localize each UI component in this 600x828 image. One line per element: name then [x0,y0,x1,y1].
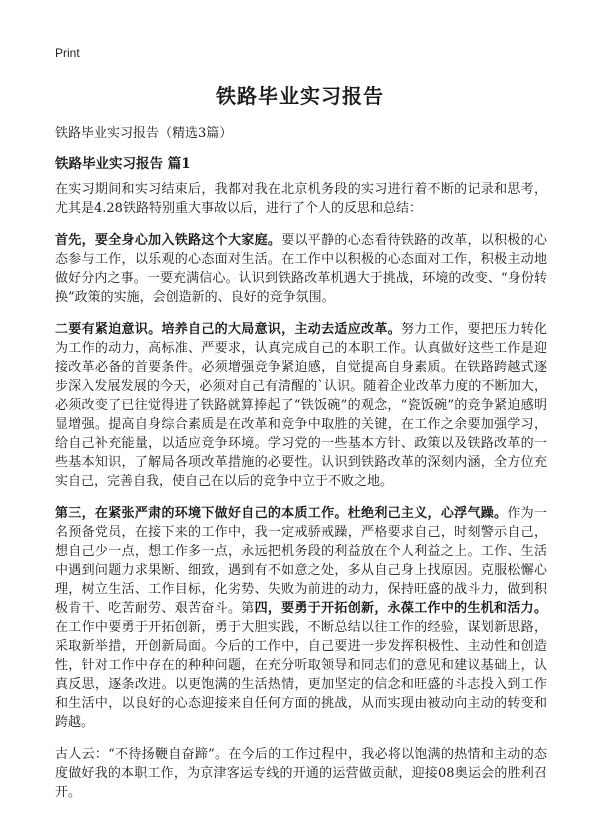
paragraph-lead: 首先，要全身心加入铁路这个大家庭。 [55,233,282,248]
print-link[interactable]: Print [55,46,80,60]
paragraph-third-point [55,504,547,732]
paragraph-second-point [55,320,547,491]
paragraph-text: 第 [241,601,255,616]
paragraph-first-point [55,231,547,307]
paragraph-lead: 第三，在紧张严肃的环境下做好自己的本质工作。杜绝利己主义，心浮气躁。 [55,506,508,521]
section-heading: 铁路毕业实习报告 篇1 [55,156,191,172]
document-subtitle: 铁路毕业实习报告（精选3篇） [55,126,233,141]
paragraph-lead: 四，要勇于开拓创新，永葆工作中的生机和活力。 [254,601,547,616]
paragraph-closing: 古人云：“不待扬鞭自奋蹄”。在今后的工作过程中，我必将以饱满的热情和主动的态度做好我的本职工作，为京津客运专线的开通的运营做贡献，迎接08奥运会的胜利召开。 [55,747,547,800]
paragraph-lead: 二要有紧迫意识。培养自己的大局意识，主动去适应改革。 [55,322,401,337]
paragraph-text: 要以平静的心态看待铁路的改革，以积极的心态参与工作，以乐观的心态面对生活。在工作中以积极的心态面对工作，积极主动地做好分内之事。一要充满信心。认识到铁路改革机遇大于挑战，环境的改变、“身份转换”政策的实施，会创造新的、良好的竞争氛围。 [55,233,547,305]
paragraph-text: 作为一名预备党员，在接下来的工作中，我一定戒骄戒躁，严格要求自己，时刻警示自己，想自己少一点，想工作多一点，永远把机务段的利益放在个人利益之上。工作、生活中遇到问题力求果断、细致，遇到有不如意之处，多从自己身上找原因。克服松懈心理，树立生活、工作目标，化劣势、失败为前进的动力，保持旺盛的战斗力，做到积极肯干、吃苦耐劳、艰苦奋斗。 [55,506,547,616]
paragraph-text: 在工作中要勇于开拓创新，勇于大胆实践，不断总结以往工作的经验，谋划新思路，采取新举措，开创新局面。今后的工作中，自己要进一步发挥积极性、主动性和创造性，针对工作中存在的种种问题，在充分听取领导和同志们的意见和建议基础上，认真反思，逐条改进。以更饱满的生活热情，更加坚定的信念和旺盛的斗志投入到工作和生活中，以良好的心态迎接来自任何方面的挑战，从而实现由被动向主动的转变和跨越。 [55,620,547,730]
paragraph-text: 努力工作，要把压力转化为工作的动力，高标准、严要求，认真完成自己的本职工作。认真做好这些工作是迎接改革必备的首要条件。必须增强竞争紧迫感，自觉提高自身素质。在铁路跨越式逐步深入发展发展的今天，必须对自己有清醒的`认识。随着企业改革力度的不断加大，必须改变了已往觉得进了铁路就算捧起了“铁饭碗”的观念，“瓷饭碗”的竞争紧迫感明显增强。提高自身综合素质是在改革和竞争中取胜的关键，在工作之余要加强学习，给自己补充能量，以适应竞争环境。学习党的一些基本方针、政策以及铁路改革的一些基本知识，了解局各项改革措施的必要性。认识到铁路改革的深刻内涵，全方位充实自己，完善自我，使自己在以后的竞争中立于不败之地。 [55,322,547,489]
page-title: 铁路毕业实习报告 [216,84,384,108]
article-body [55,180,547,815]
paragraph-intro: 在实习期间和实习结束后，我都对我在北京机务段的实习进行着不断的记录和思考，尤其是4.28铁路特别重大事故以后，进行了个人的反思和总结： [55,182,547,216]
